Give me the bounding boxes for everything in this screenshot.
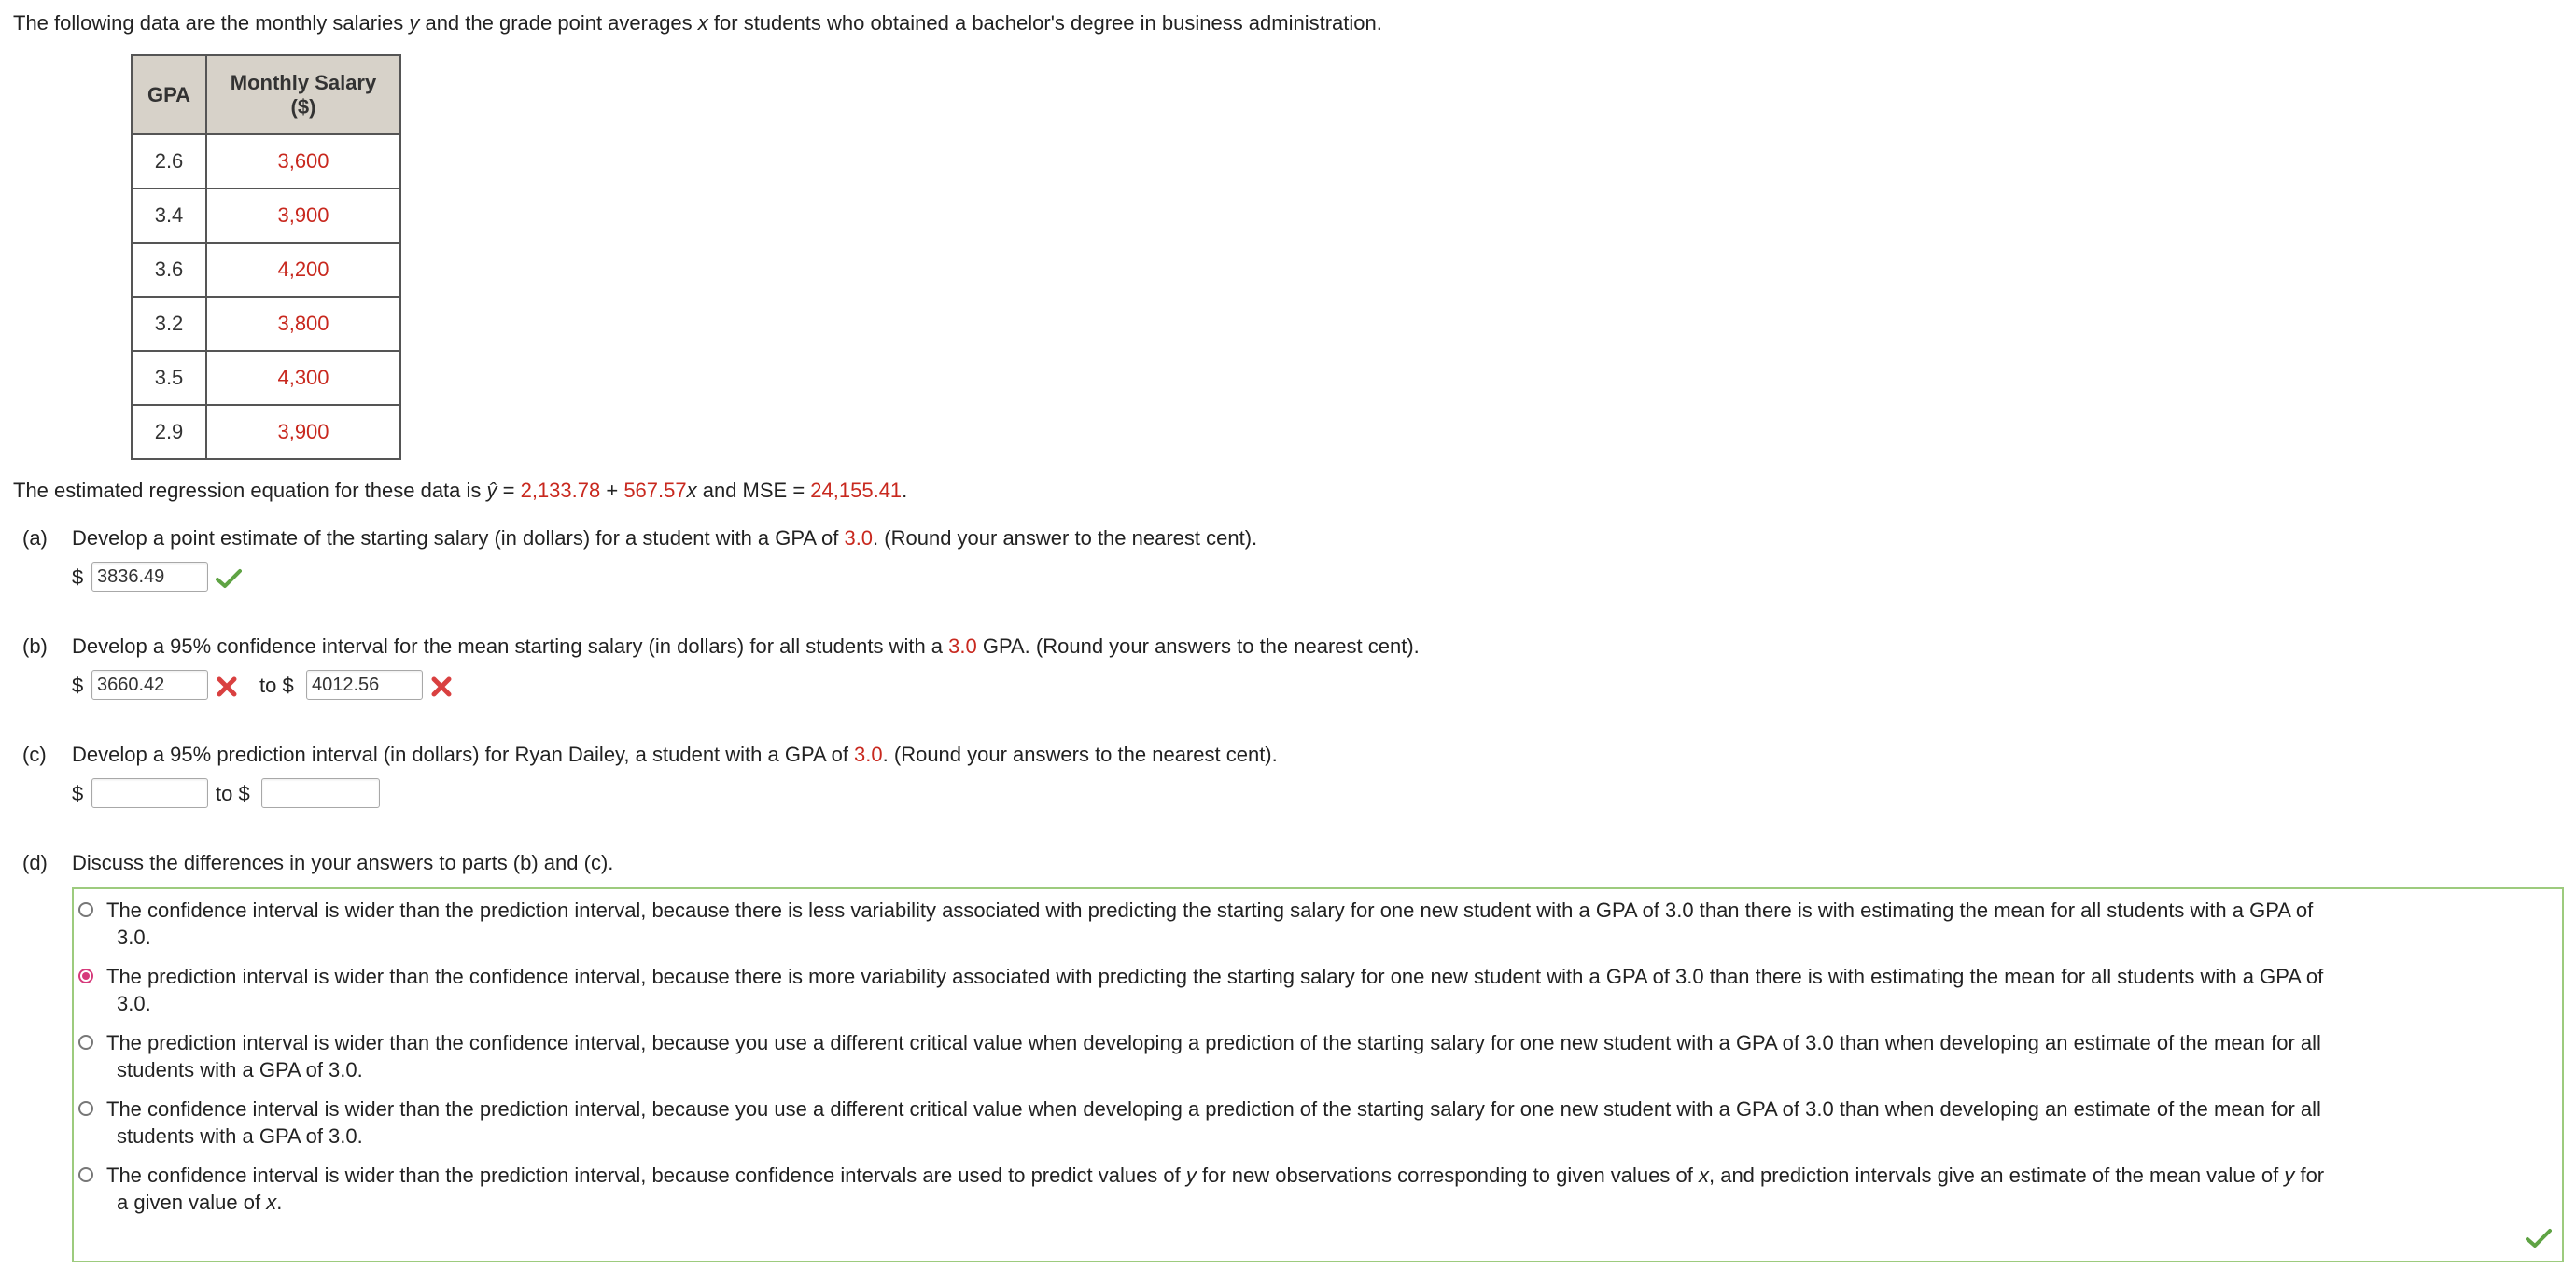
option-label[interactable]: The confidence interval is wider than the prediction interval, because confidence intervals are used to predict values of y for new observations corresponding to given values of x, and prediction intervals give an estimate of the mean value of y for a given value of x. [106,1164,2325,1214]
intercept-value: 2,133.78 [520,479,601,502]
salary-cell: 3,800 [206,297,400,351]
slope-value: 567.57 [623,479,687,502]
intro-text: The following data are the monthly salaries y and the grade point averages x for students who obtained a bachelor's degree in business administration. [13,11,1382,35]
ci-lower-input[interactable]: 3660.42 [91,670,208,700]
point-estimate-input[interactable]: 3836.49 [91,562,208,592]
check-icon [2526,1228,2552,1248]
currency-symbol: $ [72,565,84,589]
gpa-cell: 2.6 [132,134,206,188]
mse-value: 24,155.41 [810,479,903,502]
part-c-label: (c) [22,743,47,766]
option-radio[interactable] [78,1101,93,1116]
table-row [132,351,400,405]
pi-upper-input[interactable] [261,778,380,808]
option-label[interactable]: The prediction interval is wider than the confidence interval, because you use a different critical value when developing a prediction of the starting salary for one new student with a GPA of 3.0 than when developing an estimate of the mean for all students with a GPA of 3.0. [106,1031,2321,1081]
table-row [132,134,400,188]
table-row [132,188,400,243]
option-label[interactable]: The prediction interval is wider than the confidence interval, because there is more variability associated with predicting the starting salary for one new student with a GPA of 3.0 than there is with estimating the mean for all students with a GPA of 3.0. [106,965,2324,1015]
part-c-question: Develop a 95% prediction interval (in dollars) for Ryan Dailey, a student with a GPA of 3.0. (Round your answers to the nearest cent). [72,743,1278,766]
part-a-question: Develop a point estimate of the starting salary (in dollars) for a student with a GPA of 3.0. (Round your answer to the nearest cent). [72,526,1258,550]
currency-symbol: $ [72,782,84,805]
data-table [131,54,401,460]
salary-cell: 3,900 [206,405,400,459]
to-label: to $ [216,782,250,805]
part-b-question: Develop a 95% confidence interval for the mean starting salary (in dollars) for all students with a 3.0 GPA. (Round your answers to the nearest cent). [72,634,1420,658]
table-row [132,243,400,297]
ci-upper-input[interactable]: 4012.56 [306,670,423,700]
salary-cell: 3,600 [206,134,400,188]
gpa-cell: 3.6 [132,243,206,297]
table-row [132,297,400,351]
option-radio-selected[interactable] [78,969,93,983]
gpa-cell: 2.9 [132,405,206,459]
salary-cell: 4,200 [206,243,400,297]
pi-lower-input[interactable] [91,778,208,808]
part-b-label: (b) [22,634,48,658]
y-hat-symbol: ŷ [486,479,497,502]
salary-cell: 3,900 [206,188,400,243]
regression-statement: The estimated regression equation for these data is ŷ = 2,133.78 + 567.57x and MSE = 24,155.41. [13,479,908,502]
salary-cell: 4,300 [206,351,400,405]
table-header-row [132,55,400,134]
option-radio[interactable] [78,902,93,917]
part-d-question: Discuss the differences in your answers to parts (b) and (c). [72,851,614,874]
to-label: to $ [259,674,294,697]
part-a-label: (a) [22,526,48,550]
x-icon [430,676,453,698]
part-d-label: (d) [22,851,48,874]
option-radio[interactable] [78,1035,93,1050]
table-row [132,405,400,459]
option-radio[interactable] [78,1167,93,1182]
salary-header: Monthly Salary ($) [206,55,400,134]
option-label[interactable]: The confidence interval is wider than the prediction interval, because you use a different critical value when developing a prediction of the starting salary for one new student with a GPA of 3.0 than when developing an estimate of the mean for all students with a GPA of 3.0. [106,1097,2321,1148]
option-label[interactable]: The confidence interval is wider than the prediction interval, because there is less variability associated with predicting the starting salary for one new student with a GPA of 3.0 than there is with estimating the mean for all students with a GPA of 3.0. [106,899,2314,949]
gpa-cell: 3.5 [132,351,206,405]
x-icon [216,676,238,698]
check-icon [216,568,242,589]
gpa-header: GPA [132,55,206,134]
gpa-cell: 3.2 [132,297,206,351]
gpa-cell: 3.4 [132,188,206,243]
currency-symbol: $ [72,674,84,697]
